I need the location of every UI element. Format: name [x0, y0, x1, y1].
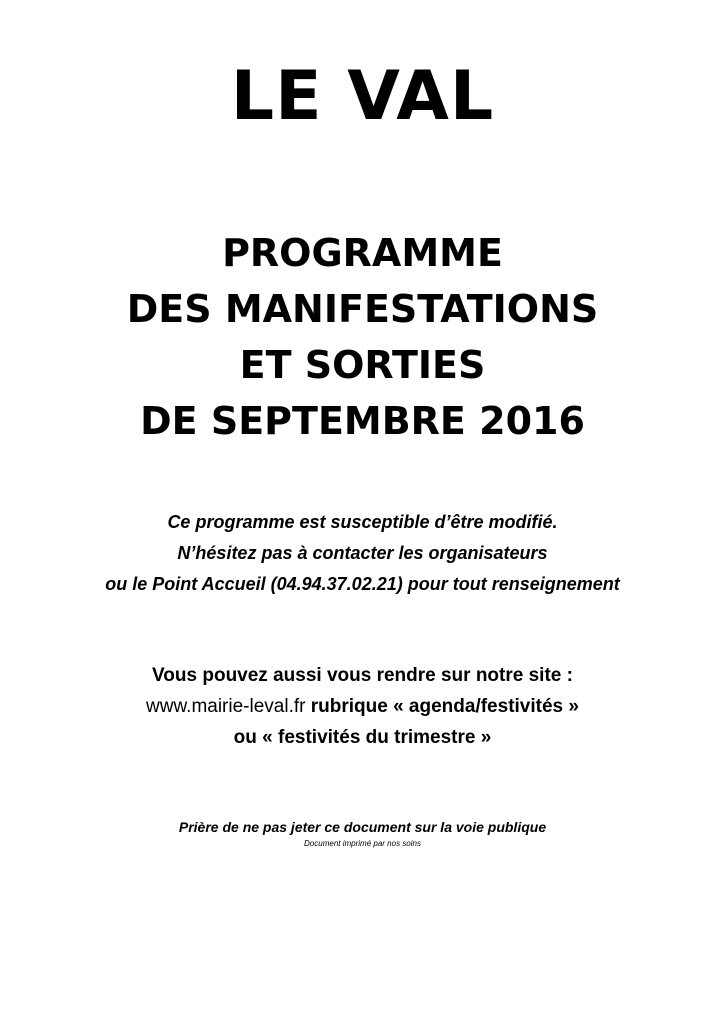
heading-line-3: ET SORTIES	[239, 343, 486, 387]
program-heading	[0, 225, 725, 449]
heading-line-4: DE SEPTEMBRE 2016	[140, 399, 585, 443]
website-url-link[interactable]: www.mairie-leval.fr	[146, 696, 306, 717]
website-intro: Vous pouvez aussi vous rendre sur notre site :	[152, 665, 573, 686]
printed-by-note: Document imprimé par nos soins	[304, 839, 421, 848]
litter-request-note: Prière de ne pas jeter ce document sur la voie publique	[178, 819, 547, 835]
town-title: LE VAL	[230, 57, 495, 136]
heading-line-1: PROGRAMME	[222, 231, 503, 275]
notice-line-2: N’hésitez pas à contacter les organisateurs	[177, 543, 548, 563]
notice-line-1: Ce programme est susceptible d’être modifié.	[167, 512, 558, 532]
notice-line-3: ou le Point Accueil (04.94.37.02.21) pour tout renseignement	[105, 574, 620, 594]
website-rubric: rubrique « agenda/festivités »	[310, 696, 579, 717]
website-info	[0, 660, 725, 753]
website-url-line	[0, 691, 725, 722]
website-alternative: ou « festivités du trimestre »	[233, 727, 492, 748]
heading-line-2: DES MANIFESTATIONS	[126, 287, 599, 331]
modification-notice	[0, 507, 725, 600]
